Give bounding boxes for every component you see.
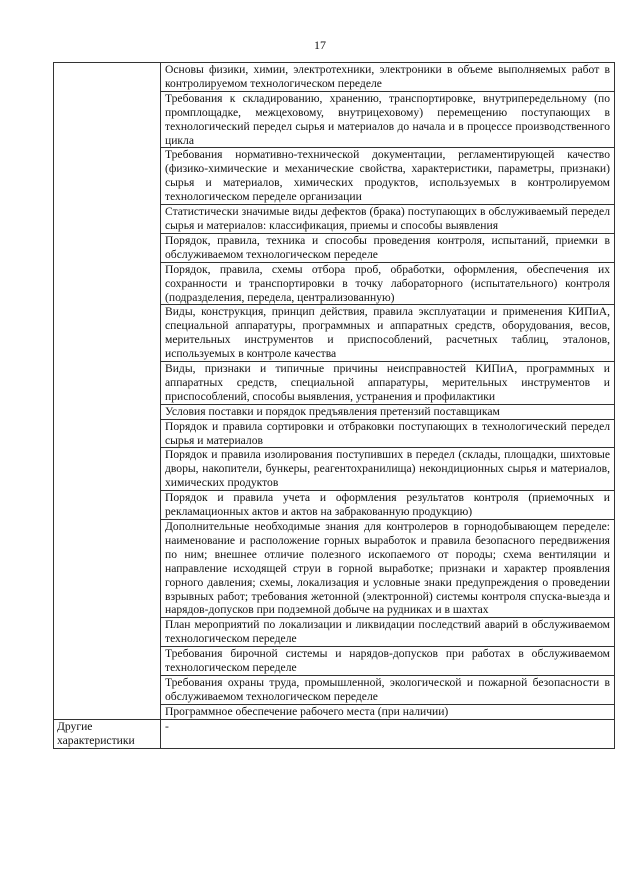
requirement-text: Порядок и правила изолирования поступивших в передел (склады, площадки, шихтовые дворы, накопители, бункеры, реагентохранилища) некондиционных сырья и материалов, химических продуктов: [161, 448, 615, 491]
requirement-category-cell: [54, 704, 161, 719]
knowledge-table: [53, 62, 615, 749]
requirement-row: [54, 404, 615, 419]
requirement-text: Порядок, правила, схемы отбора проб, обработки, оформления, обеспечения их сохранности и транспортировки в точку лабораторного (испытательного) контроля (подразделения, передела, централизованную): [161, 262, 615, 305]
requirements-body: [54, 63, 615, 720]
requirement-row: [54, 419, 615, 448]
requirement-text: Виды, признаки и типичные причины неисправностей КИПиА, программных и аппаратных средств, специальной аппаратуры, мерительных инструментов и приспособлений, способы выявления, устранения и профилактики: [161, 362, 615, 405]
requirement-row: [54, 305, 615, 362]
requirement-row: [54, 205, 615, 234]
requirement-row: [54, 148, 615, 205]
requirement-category-cell: [54, 63, 161, 92]
requirement-row: [54, 520, 615, 618]
requirement-text: Порядок, правила, техника и способы проведения контроля, испытаний, приемки в обслуживаемом технологическом переделе: [161, 233, 615, 262]
requirement-row: [54, 233, 615, 262]
requirement-text: Порядок и правила сортировки и отбраковки поступающих в технологический передел сырья и материалов: [161, 419, 615, 448]
requirement-text: Требования бирочной системы и нарядов-допусков при работах в обслуживаемом технологическом переделе: [161, 647, 615, 676]
requirement-category-cell: [54, 404, 161, 419]
requirement-row: [54, 647, 615, 676]
other-section: [54, 719, 615, 748]
requirement-row: [54, 91, 615, 148]
requirement-category-cell: [54, 91, 161, 148]
requirement-row: [54, 618, 615, 647]
requirement-category-cell: [54, 233, 161, 262]
requirement-row: [54, 675, 615, 704]
requirement-row: [54, 63, 615, 92]
requirement-category-cell: [54, 647, 161, 676]
requirement-row: [54, 491, 615, 520]
other-characteristics-label: Другие характеристики: [54, 719, 161, 748]
requirement-category-cell: [54, 419, 161, 448]
requirement-text: Основы физики, химии, электротехники, электроники в объеме выполняемых работ в контролируемом технологическом переделе: [161, 63, 615, 92]
requirement-text: Требования к складированию, хранению, транспортировке, внутрипередельному (по промплощадке, межцеховому, внутрицеховому) перемещению поступающих в технологический передел сырья и материалов до начала и в процессе производственного цикла: [161, 91, 615, 148]
other-characteristics-value: -: [161, 719, 615, 748]
requirement-text: Виды, конструкция, принцип действия, правила эксплуатации и применения КИПиА, специальной аппаратуры, программных и аппаратных средств, оборудования, весов, мерительных инструментов и приспособлений, расчетных таблиц, эталонов, используемых в контроле качества: [161, 305, 615, 362]
requirement-text: Условия поставки и порядок предъявления претензий поставщикам: [161, 404, 615, 419]
requirement-text: Статистически значимые виды дефектов (брака) поступающих в обслуживаемый передел сырья и материалов: классификация, приемы и способы выявления: [161, 205, 615, 234]
requirement-row: [54, 362, 615, 405]
requirement-category-cell: [54, 305, 161, 362]
requirement-category-cell: [54, 520, 161, 618]
requirement-row: [54, 704, 615, 719]
requirement-category-cell: [54, 148, 161, 205]
requirement-category-cell: [54, 491, 161, 520]
requirement-row: [54, 448, 615, 491]
requirement-text: Требования охраны труда, промышленной, экологической и пожарной безопасности в обслуживаемом технологическом переделе: [161, 675, 615, 704]
requirement-category-cell: [54, 205, 161, 234]
requirement-category-cell: [54, 362, 161, 405]
requirement-text: Программное обеспечение рабочего места (при наличии): [161, 704, 615, 719]
requirement-category-cell: [54, 448, 161, 491]
requirement-text: Требования нормативно-технической документации, регламентирующей качество (физико-химические и механические свойства, характеристики, параметры, признаки) сырья и материалов, химических продуктов, используемых в контролируемом технологическом переделе организации: [161, 148, 615, 205]
requirement-category-cell: [54, 675, 161, 704]
requirement-text: План мероприятий по локализации и ликвидации последствий аварий в обслуживаемом технологическом переделе: [161, 618, 615, 647]
requirement-category-cell: [54, 618, 161, 647]
other-characteristics-row: [54, 719, 615, 748]
requirement-text: Порядок и правила учета и оформления результатов контроля (приемочных и рекламационных актов и актов на забракованную продукцию): [161, 491, 615, 520]
requirement-category-cell: [54, 262, 161, 305]
page-number: 17: [314, 38, 326, 52]
requirement-row: [54, 262, 615, 305]
requirement-text: Дополнительные необходимые знания для контролеров в горнодобывающем переделе: наименование и расположение горных выработок и правила безопасного передвижения по ним; внешнее отличие полезного ископаемого от породы; схема вентиляции и направление исходящей струи в горной выработке; признаки и характер проявления горного давления; схемы, локализация и условные знаки предупреждения о проведении взрывных работ; требования жетонной (электронной) системы контроля спуска-выезда и нарядов-допусков при подземной добыче на рудниках и в шахтах: [161, 520, 615, 618]
